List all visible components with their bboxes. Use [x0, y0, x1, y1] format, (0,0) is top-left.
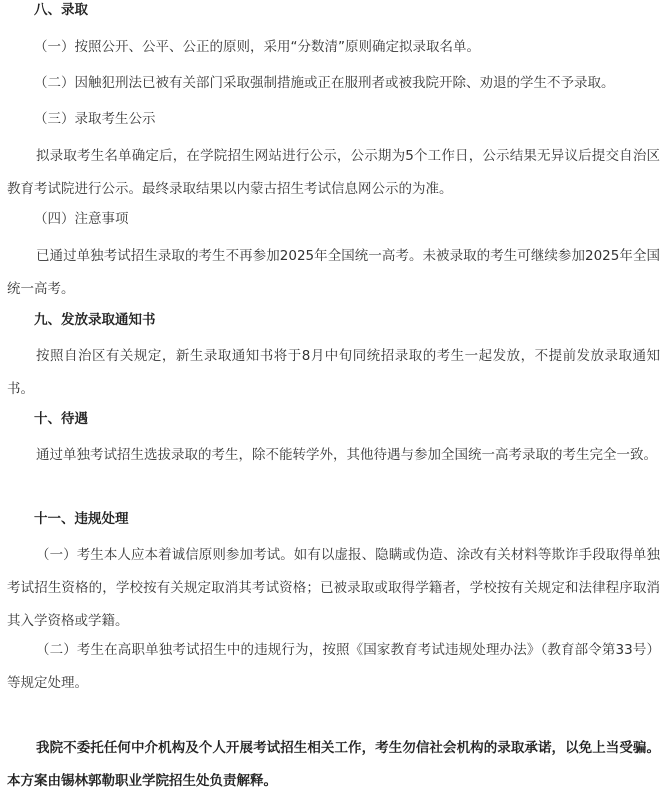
section-8-item-2: （二）因触犯刑法已被有关部门采取强制措施或正在服刑者或被我院开除、劝退的学生不予录取。: [34, 75, 615, 91]
section-10-heading: 十、待遇: [34, 411, 88, 427]
section-8-item-3-title: （三）录取考生公示: [34, 111, 156, 127]
section-11-item-2: （二）考生在高职单独考试招生中的违规行为，按照《国家教育考试违规处理办法》（教育部令第33号）等规定处理。: [7, 642, 660, 691]
disclaimer-notice: 我院不委托任何中介机构及个人开展考试招生相关工作，考生勿信社会机构的录取承诺，以免上当受骗。本方案由锡林郭勒职业学院招生处负责解释。: [7, 740, 660, 789]
section-8-item-3-body: 拟录取考生名单确定后，在学院招生网站进行公示，公示期为5个工作日，公示结果无异议后提交自治区教育考试院进行公示。最终录取结果以内蒙古招生考试信息网公示的为准。: [7, 148, 660, 197]
section-10-body: 通过单独考试招生选拔录取的考生，除不能转学外，其他待遇与参加全国统一高考录取的考生完全一致。: [36, 447, 657, 463]
section-9-body: 按照自治区有关规定，新生录取通知书将于8月中旬同统招录取的考生一起发放，不提前发放录取通知书。: [7, 348, 660, 397]
section-11-heading: 十一、违规处理: [34, 511, 129, 527]
section-9-heading: 九、发放录取通知书: [34, 312, 156, 328]
section-8-item-1: （一）按照公开、公平、公正的原则，采用“分数清”原则确定拟录取名单。: [34, 39, 480, 55]
section-8-heading: 八、录取: [34, 2, 88, 18]
section-11-item-1: （一）考生本人应本着诚信原则参加考试。如有以虚报、隐瞒或伪造、涂改有关材料等欺诈手段取得单独考试招生资格的，学校按有关规定取消其考试资格；已被录取或取得学籍者，学校按有关规定和法律程序取消其入学资格或学籍。: [7, 547, 660, 629]
section-8-item-4-body: 已通过单独考试招生录取的考生不再参加2025年全国统一高考。未被录取的考生可继续参加2025年全国统一高考。: [7, 248, 660, 297]
section-8-item-4-title: （四）注意事项: [34, 211, 129, 227]
